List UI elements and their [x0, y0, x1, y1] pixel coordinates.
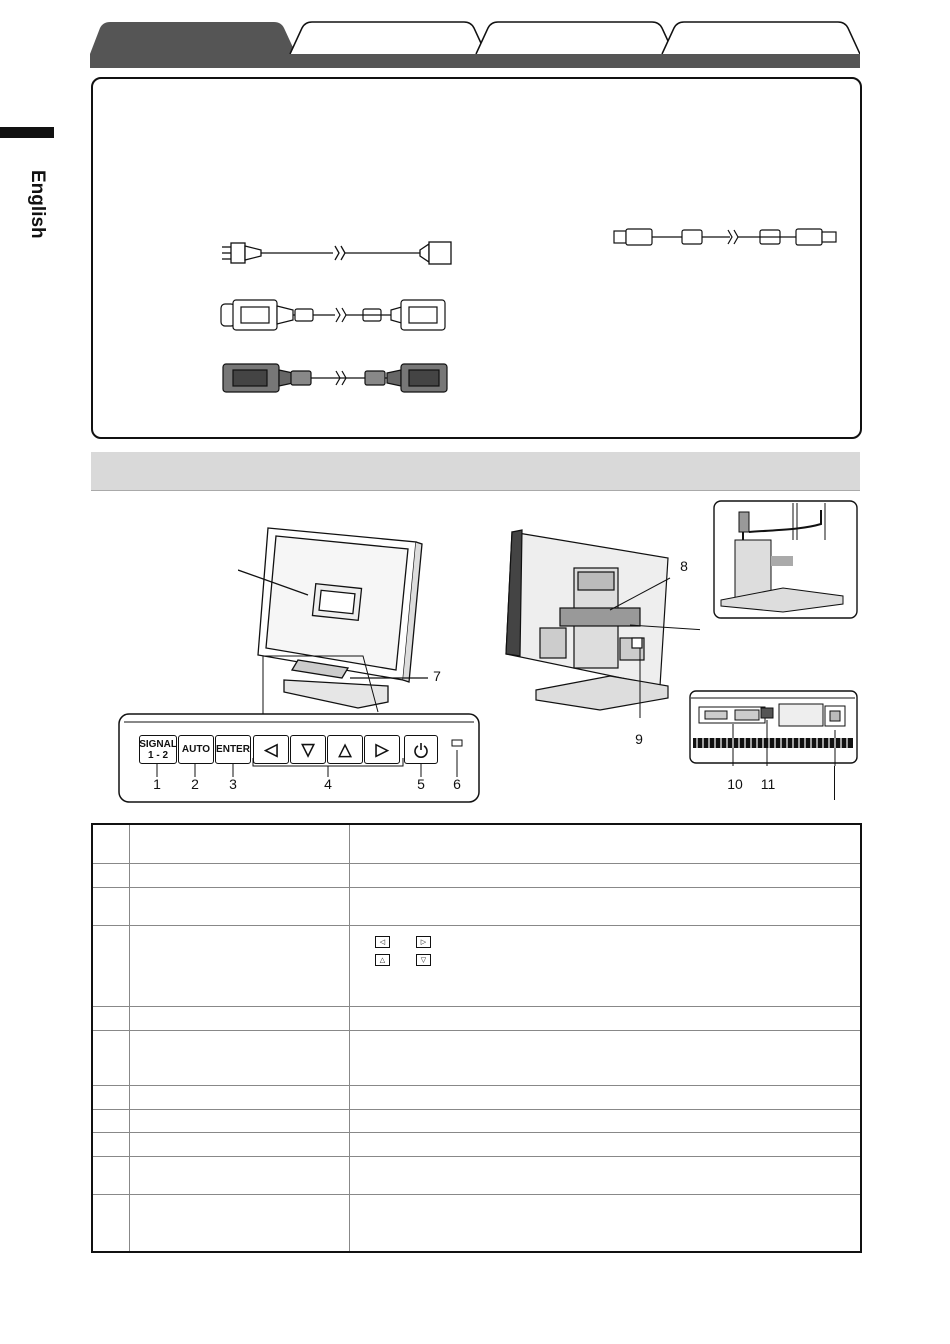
up-button[interactable]: [327, 735, 363, 764]
down-button[interactable]: [290, 735, 326, 764]
table-row: [93, 1109, 860, 1110]
parts-table: [91, 823, 862, 1253]
package-contents-box: [91, 77, 862, 439]
table-row: [93, 1132, 860, 1133]
language-label: English: [27, 170, 48, 239]
table-row: [93, 1194, 860, 1195]
tab-3: [476, 22, 674, 54]
cable-illustrations: [215, 238, 455, 408]
table-row: [93, 1030, 860, 1031]
tab-active: [90, 22, 296, 54]
callout-6: 6: [453, 776, 461, 792]
right-arrow-icon: ▷: [375, 740, 389, 759]
table-row: [93, 1006, 860, 1007]
dvi-cable: [221, 300, 445, 330]
mini-down-icon: ▽: [416, 954, 431, 966]
language-marker: [0, 127, 54, 138]
tab-2: [290, 22, 486, 54]
callout-11: 11: [760, 776, 776, 792]
enter-button[interactable]: ENTER: [215, 735, 251, 764]
rear-view-illustration: [500, 528, 700, 718]
right-button[interactable]: [364, 735, 400, 764]
callout-4: 4: [324, 776, 332, 792]
callout-7: 7: [433, 668, 441, 684]
section-heading-band: [91, 452, 860, 491]
up-arrow-icon: △: [338, 740, 352, 759]
callout-1: 1: [153, 776, 161, 792]
power-button[interactable]: [404, 735, 438, 764]
callout-8: 8: [680, 558, 688, 574]
callout-9: 9: [635, 731, 643, 747]
callout-2: 2: [191, 776, 199, 792]
mini-right-icon: ▷: [416, 936, 431, 948]
left-button[interactable]: [253, 735, 289, 764]
table-row: [93, 1085, 860, 1086]
callout-3: 3: [229, 776, 237, 792]
down-arrow-icon: ▽: [301, 740, 315, 759]
dsub-cable: [223, 364, 447, 392]
table-row: [93, 863, 860, 864]
mini-left-icon: ◁: [375, 936, 390, 948]
callout-10: 10: [727, 776, 743, 792]
rear-connectors-detail: [689, 690, 859, 766]
signal-button[interactable]: SIGNAL 1 - 2: [139, 735, 177, 764]
table-row: [93, 1156, 860, 1157]
mini-up-icon: △: [375, 954, 390, 966]
callout-5: 5: [417, 776, 425, 792]
tab-4: [662, 22, 860, 54]
leader-line: [834, 766, 835, 800]
auto-button[interactable]: AUTO: [178, 735, 214, 764]
chapter-tabs: [90, 20, 860, 70]
left-arrow-icon: ◁: [264, 740, 278, 759]
cable-holder-detail: [713, 500, 859, 620]
table-row: [93, 925, 860, 926]
power-cord: [222, 242, 451, 264]
power-icon: [413, 742, 429, 758]
table-row: [93, 887, 860, 888]
usb-cable: [612, 225, 842, 251]
